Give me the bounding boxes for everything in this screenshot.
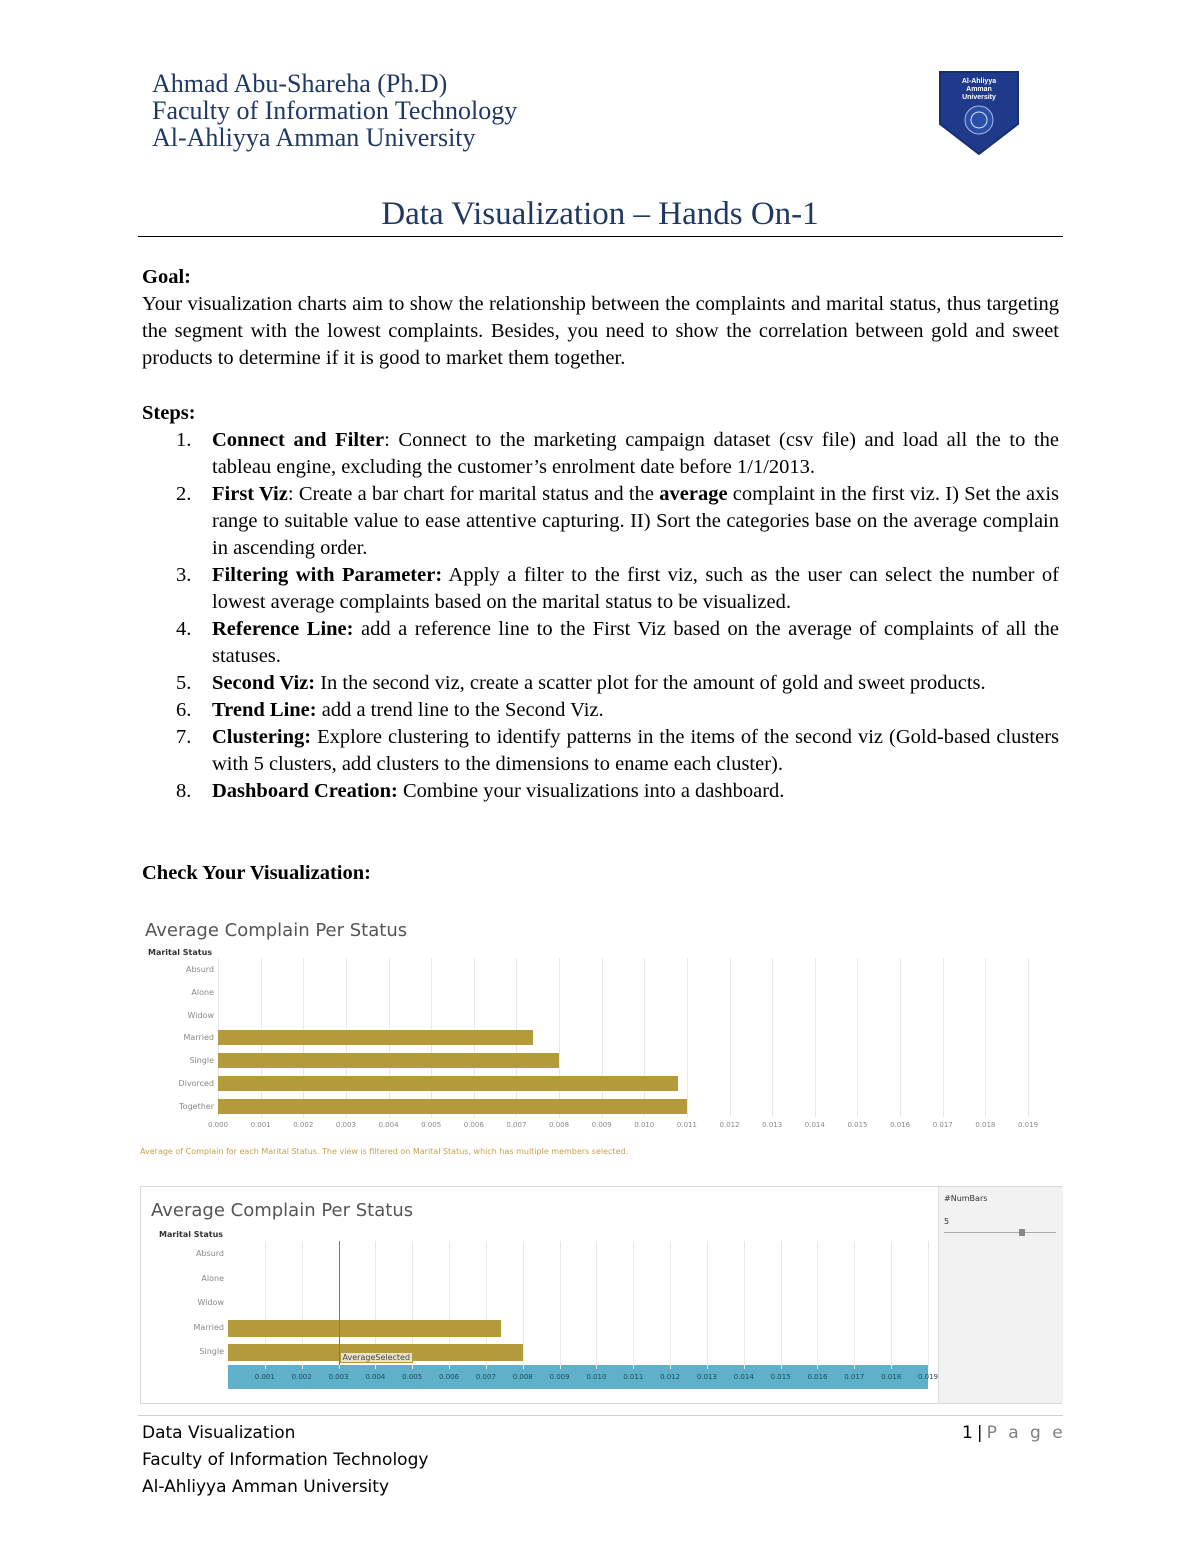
x-tick-label: 0.009	[549, 1373, 570, 1381]
x-tick-label: 0.009	[591, 1121, 612, 1129]
chart-caption: Average of Complain for each Marital Status. The view is filtered on Marital Status, which has multiple members selected.	[140, 1147, 629, 1156]
gridline	[817, 1241, 818, 1369]
x-tick-label: 0.016	[807, 1373, 828, 1381]
footer-divider	[138, 1415, 1063, 1416]
footer-faculty: Faculty of Information Technology	[142, 1450, 429, 1470]
steps-list	[142, 427, 1059, 805]
logo-text-line: Amman	[966, 86, 992, 93]
gridline	[928, 1241, 929, 1369]
footer	[142, 1420, 428, 1501]
bar[interactable]	[228, 1320, 501, 1337]
x-tick-label: 0.003	[328, 1373, 349, 1381]
x-tick-label: 0.010	[634, 1121, 655, 1129]
gridline	[707, 1241, 708, 1369]
x-tick-label: 0.005	[402, 1373, 423, 1381]
parameter-label: #NumBars	[944, 1194, 988, 1203]
x-tick-label: 0.001	[254, 1373, 275, 1381]
gridline	[596, 1241, 597, 1369]
x-tick-label: 0.005	[421, 1121, 442, 1129]
category-label: Absurd	[185, 965, 214, 974]
x-tick-label: 0.011	[676, 1121, 697, 1129]
chart-title: Average Complain Per Status	[151, 1200, 414, 1221]
x-tick-label: 0.012	[719, 1121, 740, 1129]
step-item: 1. Connect and Filter: Connect to the marketing campaign dataset (csv file) and load all the to the tableau engine, excluding the customer’s enrolment date before 1/1/2013.	[176, 429, 1060, 478]
category-label: Together	[179, 1101, 214, 1111]
x-tick-label: 0.018	[881, 1373, 902, 1381]
check-heading: Check Your Visualization:	[142, 862, 371, 884]
header-block	[152, 70, 517, 151]
category-label: Single	[189, 1056, 214, 1066]
gridline	[772, 958, 773, 1117]
reference-line-label: AverageSelected	[340, 1352, 414, 1363]
category-label: Alone	[191, 987, 214, 997]
chart-title: Average Complain Per Status	[145, 920, 408, 941]
gridline	[559, 958, 560, 1117]
x-tick-label: 0.003	[335, 1121, 356, 1129]
gridline	[560, 1241, 561, 1369]
chart-dimension-label: Marital Status	[148, 948, 213, 957]
x-tick-label: 0.013	[762, 1121, 783, 1129]
x-tick-label: 0.002	[293, 1121, 314, 1129]
gridline	[985, 958, 986, 1117]
x-tick-label: 0.015	[847, 1121, 868, 1129]
gridline	[857, 958, 858, 1117]
step-item: 5. Second Viz: In the second viz, create a scatter plot for the amount of gold and sweet products.	[176, 672, 986, 694]
bar[interactable]	[218, 1099, 687, 1114]
gridline	[730, 958, 731, 1117]
author-name: Ahmad Abu-Shareha (Ph.D)	[152, 69, 448, 98]
x-tick-label: 0.018	[975, 1121, 996, 1129]
document-title: Data Visualization – Hands On-1	[381, 196, 819, 232]
x-tick-label: 0.000	[207, 1121, 229, 1129]
gridline	[602, 958, 603, 1117]
x-tick-label: 0.004	[365, 1373, 386, 1381]
category-label: Widow	[197, 1298, 224, 1307]
bar[interactable]	[218, 1076, 678, 1091]
parameter-value[interactable]: 5	[944, 1217, 950, 1226]
bar[interactable]	[218, 1053, 559, 1068]
x-tick-label: 0.002	[291, 1373, 312, 1381]
chart-average-complain-2	[140, 1186, 1062, 1404]
x-tick-label: 0.006	[439, 1373, 460, 1381]
gridline	[1028, 958, 1029, 1117]
x-tick-label: 0.015	[770, 1373, 791, 1381]
gridline	[900, 958, 901, 1117]
x-tick-label: 0.001	[250, 1121, 271, 1129]
gridline	[687, 958, 688, 1117]
logo-emblem	[965, 106, 993, 134]
university-logo	[938, 70, 1020, 156]
gridline	[670, 1241, 671, 1369]
category-label: Divorced	[178, 1079, 214, 1088]
x-tick-label: 0.010	[586, 1373, 607, 1381]
chart-average-complain-1	[140, 918, 1062, 1163]
x-tick-label: 0.017	[844, 1373, 865, 1381]
x-tick-label: 0.006	[463, 1121, 484, 1129]
step-item: 8. Dashboard Creation: Combine your visualizations into a dashboard.	[176, 780, 785, 802]
x-tick-label: 0.019	[1017, 1121, 1039, 1129]
faculty-name: Faculty of Information Technology	[152, 96, 518, 125]
goal-heading: Goal:	[142, 266, 191, 288]
x-tick-label: 0.011	[623, 1373, 644, 1381]
x-tick-label: 0.007	[475, 1373, 496, 1381]
gridline	[815, 958, 816, 1117]
slider-handle[interactable]	[1019, 1229, 1025, 1236]
gridline	[744, 1241, 745, 1369]
gridline	[854, 1241, 855, 1369]
goal-paragraph: Your visualization charts aim to show the relationship between the complaints and marital status, thus targeting the segment with the lowest complaints. Besides, you need to show the correlation between gold and sweet products to determine if it is good to market them together.	[142, 293, 1059, 369]
chart-dimension-label: Marital Status	[159, 1230, 224, 1239]
gridline	[644, 958, 645, 1117]
x-tick-label: 0.014	[804, 1121, 825, 1129]
gridline	[891, 1241, 892, 1369]
x-tick-label: 0.014	[733, 1373, 754, 1381]
reference-line[interactable]	[339, 1241, 340, 1365]
page-number: 1 | P a g e	[962, 1423, 1066, 1443]
x-tick-label: 0.016	[890, 1121, 911, 1129]
category-label: Married	[193, 1322, 224, 1332]
parameter-slider[interactable]	[944, 1232, 1056, 1233]
gridline	[523, 1241, 524, 1369]
x-tick-label: 0.017	[932, 1121, 953, 1129]
x-tick-label: 0.013	[696, 1373, 717, 1381]
x-tick-label: 0.019	[917, 1373, 939, 1381]
step-item: 6. Trend Line: add a trend line to the Second Viz.	[176, 699, 604, 721]
steps-heading: Steps:	[142, 402, 196, 424]
category-label: Married	[183, 1033, 214, 1043]
university-name: Al-Ahliyya Amman University	[152, 123, 476, 152]
step-item: 2. First Viz: Create a bar chart for marital status and the average complaint in the first viz. I) Set the axis range to suitable value to ease attentive capturing. II) Sort the categories base on the average complain in ascending order.	[176, 483, 1060, 559]
x-tick-label: 0.004	[378, 1121, 399, 1129]
x-tick-label: 0.008	[512, 1373, 533, 1381]
x-tick-label: 0.008	[549, 1121, 570, 1129]
footer-course: Data Visualization	[142, 1423, 296, 1443]
x-tick-label: 0.007	[506, 1121, 527, 1129]
bar[interactable]	[218, 1030, 533, 1045]
title-divider	[138, 236, 1063, 237]
gridline	[943, 958, 944, 1117]
footer-university: Al-Ahliyya Amman University	[142, 1477, 390, 1497]
logo-text-line: University	[962, 94, 996, 101]
category-label: Absurd	[195, 1249, 224, 1258]
category-label: Single	[199, 1347, 224, 1356]
x-tick-label: 0.012	[660, 1373, 681, 1381]
category-label: Alone	[201, 1273, 224, 1283]
step-item: 3. Filtering with Parameter: Apply a filter to the first viz, such as the user can select the number of lowest average complaints based on the marital status to be visualized.	[176, 564, 1059, 613]
step-item: 7. Clustering: Explore clustering to identify patterns in the items of the second viz (Gold-based clusters with 5 clusters, add clusters to the dimensions to ename each cluster).	[176, 726, 1059, 775]
category-label: Widow	[187, 1010, 214, 1020]
step-item: 4. Reference Line: add a reference line to the First Viz based on the average of complaints of all the statuses.	[176, 618, 1059, 667]
gridline	[781, 1241, 782, 1369]
logo-text-line: Al-Ahliyya	[961, 78, 997, 85]
gridline	[633, 1241, 634, 1369]
parameter-panel	[938, 1187, 1063, 1403]
